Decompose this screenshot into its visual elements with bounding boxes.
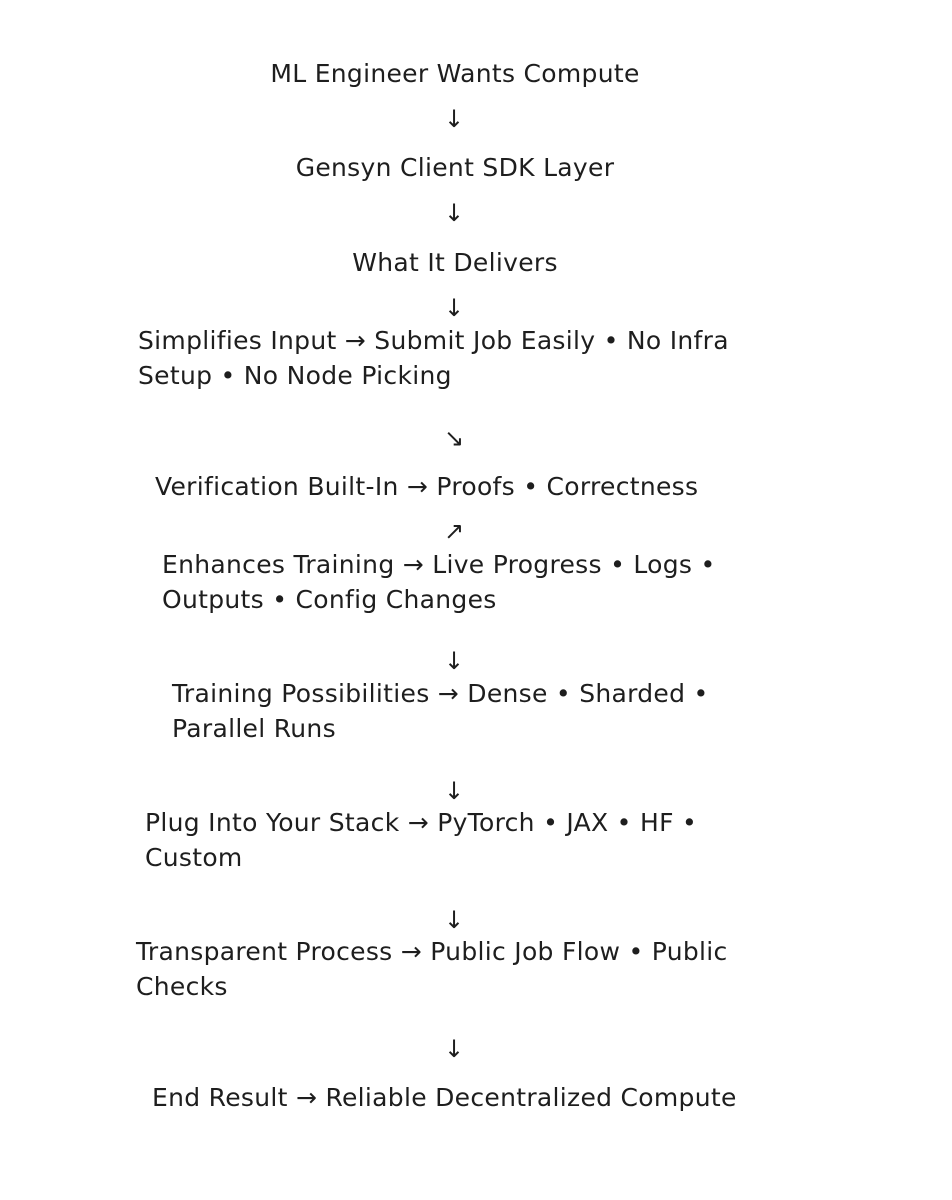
node-enhances-training-line-2: Outputs • Config Changes — [162, 585, 497, 614]
node-enhances-training-line-1: Enhances Training → Live Progress • Logs • — [162, 550, 716, 579]
node-simplifies-input-line-1: Simplifies Input → Submit Job Easily • No Infra — [138, 326, 729, 355]
node-enhances-training — [162, 547, 716, 617]
node-training-possibilities-line-2: Parallel Runs — [172, 714, 336, 743]
arrow-down-icon: ↓ — [443, 1035, 465, 1063]
node-verification: Verification Built-In → Proofs • Correctness — [155, 472, 699, 501]
node-plug-into-stack — [145, 805, 697, 875]
node-what-it-delivers: What It Delivers — [352, 248, 558, 277]
arrow-down-icon: ↓ — [443, 294, 465, 322]
node-simplifies-input-line-2: Setup • No Node Picking — [138, 361, 452, 390]
node-transparent-process-line-1: Transparent Process → Public Job Flow • Public — [136, 937, 728, 966]
node-training-possibilities — [172, 676, 709, 746]
arrow-down-icon: ↓ — [443, 647, 465, 675]
arrow-up-right-icon: ↗ — [443, 517, 465, 545]
node-transparent-process-line-2: Checks — [136, 972, 228, 1001]
node-ml-engineer: ML Engineer Wants Compute — [270, 59, 640, 88]
node-plug-into-stack-line-1: Plug Into Your Stack → PyTorch • JAX • HF • — [145, 808, 698, 837]
arrow-down-icon: ↓ — [443, 199, 465, 227]
node-sdk-layer: Gensyn Client SDK Layer — [295, 153, 615, 182]
node-end-result: End Result → Reliable Decentralized Compute — [152, 1083, 737, 1112]
node-transparent-process — [136, 934, 728, 1004]
arrow-down-icon: ↓ — [443, 777, 465, 805]
node-plug-into-stack-line-2: Custom — [145, 843, 243, 872]
arrow-down-icon: ↓ — [443, 105, 465, 133]
node-training-possibilities-line-1: Training Possibilities → Dense • Sharded • — [172, 679, 709, 708]
node-simplifies-input — [138, 323, 729, 393]
arrow-down-right-icon: ↘ — [443, 424, 465, 452]
arrow-down-icon: ↓ — [443, 906, 465, 934]
